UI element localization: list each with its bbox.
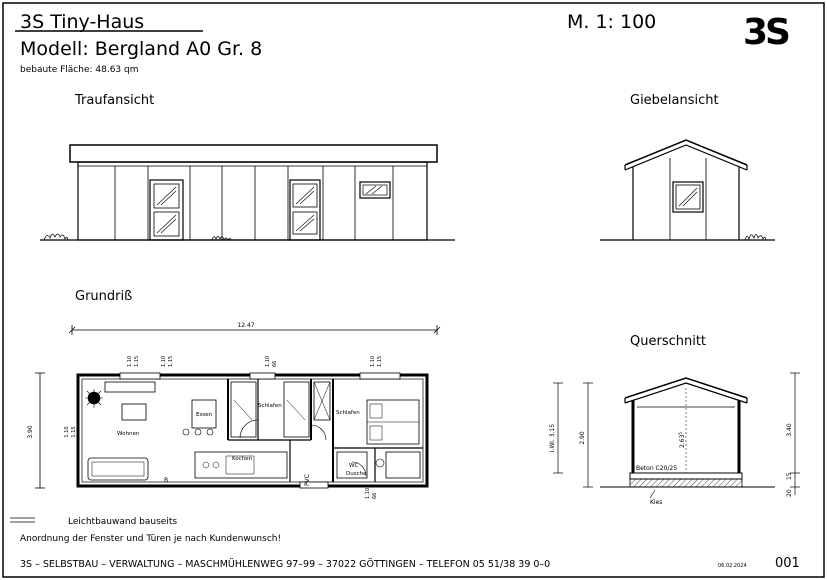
concrete-label: Beton C20/25 [636, 465, 678, 472]
overall-width-dim: 12.47 [237, 322, 255, 329]
height-dim-3: 3.40 [786, 423, 793, 437]
brand-title: 3S Tiny-Haus [20, 11, 145, 33]
overall-depth-dim: 3.90 [27, 425, 34, 439]
room-labels [117, 403, 367, 486]
gravel-label: Kies [650, 499, 663, 506]
room-wc: WC [349, 463, 359, 469]
footer-date: 06.02.2024 [718, 563, 747, 569]
window-dim-5: 1.10 [265, 355, 271, 367]
base-dim-1: 20 [786, 489, 793, 497]
eaves-view-title: Traufansicht [75, 93, 155, 108]
room-sleep-1: Schlafen [258, 403, 282, 409]
window-dim-1: 1.10 [127, 355, 133, 367]
window-dim-6: 66 [272, 360, 278, 367]
legend [10, 517, 281, 544]
base-dim-2: 15 [786, 472, 793, 480]
cross-section [553, 373, 800, 498]
gable-view-title: Giebelansicht [630, 93, 719, 108]
window-dim-7: 1.10 [370, 355, 376, 367]
window-dim-3: 1.10 [161, 355, 167, 367]
room-kitchen: Kochen [232, 456, 253, 462]
door-dim-1: 1.10 [365, 487, 371, 499]
room-dining: Essen [196, 412, 213, 418]
b-label: B [164, 477, 169, 484]
footer-address: 3S – SELBSTBAU – VERWALTUNG – MASCHMÜHLENWEG 97–99 – 37022 GÖTTINGEN – TELEFON 05 51/38 39 0–0 [20, 559, 551, 570]
window-dim-4: 1.15 [168, 355, 174, 367]
room-sleep-2: Schlafen [336, 410, 360, 416]
door-dim-2: 66 [372, 492, 378, 499]
logo-3s: 3S [743, 12, 788, 53]
cross-section-labels [549, 423, 793, 506]
height-dim-2: 2.63$^5$ [678, 432, 686, 448]
height-dim-1: 2.90 [579, 431, 586, 445]
cross-section-title: Querschnitt [630, 334, 707, 349]
footer [20, 556, 800, 571]
left-window-dim-1: 1.10 [64, 426, 70, 438]
pvc-label: PVC [304, 474, 311, 486]
left-window-dim-2: 1.15 [71, 426, 77, 438]
room-shower: Dusche [346, 471, 367, 477]
gable-elevation [600, 140, 775, 240]
scale-label: M. 1: 100 [567, 11, 657, 33]
arrangement-note: Anordnung der Fenster und Türen je nach Kundenwunsch! [20, 534, 282, 544]
title-block [15, 11, 789, 75]
room-living: Wohnen [117, 431, 140, 437]
built-area: bebaute Fläche: 48.63 qm [20, 65, 139, 75]
sheet-number: 001 [775, 556, 800, 571]
floor-plan-title: Grundriß [75, 289, 133, 304]
window-dim-2: 1.15 [134, 355, 140, 367]
floor-plan-dimensions [27, 322, 440, 499]
clear-height-label: i.Wi. 3.15 [549, 423, 556, 453]
window-dim-8: 1.15 [377, 355, 383, 367]
model-title: Modell: Bergland A0 Gr. 8 [20, 38, 263, 60]
legend-wall-text: Leichtbauwand bauseits [68, 517, 178, 527]
eaves-elevation [40, 145, 455, 240]
